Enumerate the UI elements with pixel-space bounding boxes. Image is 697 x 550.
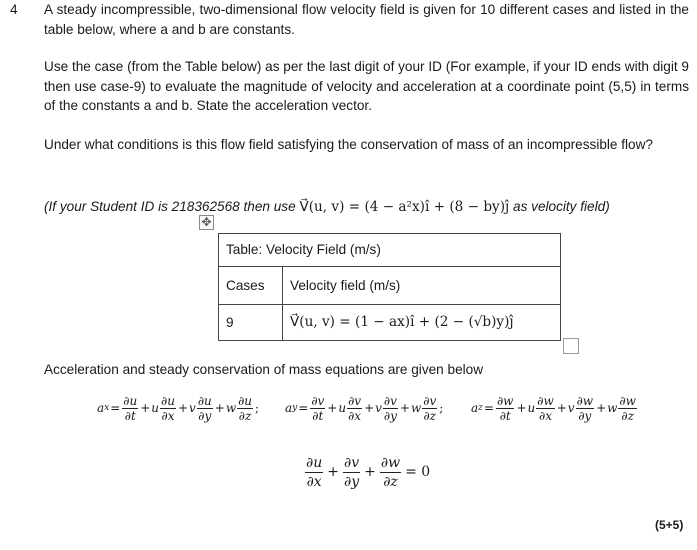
example-suffix: as velocity field) (513, 199, 610, 214)
example-prefix: (If your Student ID is 218362568 then use (44, 199, 296, 214)
ax-equation: a x = $\frac{\partial u}{\partial t}$ + u $\frac{\partial u}{\partial x}$ + v $\frac{\partial u}{\partial y}$ + w $\frac{\partial u}{\partial z}$ ; (97, 394, 260, 423)
question-instructions: Use the case (from the Table below) as per the last digit of your ID (For example, if your ID ends with digit 9 then use case-9) to evaluate the magnitude of velocity and acceleration at a coordinate point (5,5) in terms of the constants a and b. State the acceleration vector. (44, 59, 689, 113)
question-number: 4 (10, 2, 18, 17)
table-header-velocity: Velocity field (m/s) (283, 267, 561, 305)
table-title: Table: Velocity Field (m/s) (219, 234, 561, 267)
ay-equation: a y = $\frac{\partial v}{\partial t}$ + u $\frac{\partial v}{\partial x}$ + v $\frac{\partial v}{\partial y}$ + w $\frac{\partial v}{\partial z}$ ; (285, 394, 444, 423)
conservation-question: Under what conditions is this flow field satisfying the conservation of mass of an incompressible flow? (44, 137, 653, 152)
question-intro: A steady incompressible, two-dimensional flow velocity field is given for 10 different cases and listed in the table below, where a and b are constants. (44, 2, 689, 37)
table-resize-handle[interactable] (563, 338, 579, 354)
example-line (44, 197, 689, 218)
velocity-field-table (218, 233, 561, 341)
az-equation: a z = $\frac{\partial w}{\partial t}$ + u $\frac{\partial w}{\partial x}$ + v $\frac{\partial w}{\partial y}$ + w $\frac{\partial w}{\partial z}$ (471, 394, 636, 423)
table-cell-case: 9 (219, 305, 283, 341)
table-move-handle-icon[interactable]: ✥ (199, 215, 214, 230)
marks-allocation: (5+5) (655, 518, 684, 532)
table-header-cases: Cases (219, 267, 283, 305)
equations-intro: Acceleration and steady conservation of mass equations are given below (44, 362, 484, 377)
table-cell-field: V⃗(u, v) = (1 − ax)î + (2 − (√b)y)ĵ (283, 305, 561, 341)
continuity-equation: $\frac{\partial u}{\partial x}$ + $\frac{\partial v}{\partial y}$ + $\frac{\partial w}{\partial z}$ = 0 (306, 455, 431, 490)
continuity-rhs: = 0 (405, 463, 431, 480)
example-formula: V⃗(u, v) = (4 − a²x)î + (8 − by)ĵ (299, 199, 510, 215)
